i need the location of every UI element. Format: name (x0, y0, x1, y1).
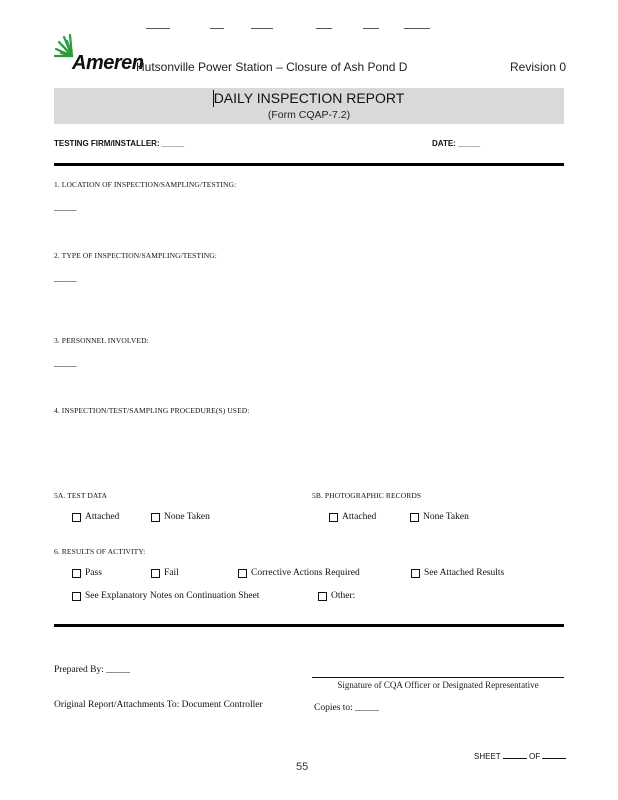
top-dash (404, 28, 430, 29)
checkbox-fail[interactable]: Fail (151, 568, 179, 578)
testing-firm-field (54, 139, 184, 148)
sheet-blank[interactable] (503, 758, 527, 759)
copies-to-field (314, 703, 379, 713)
checkbox-5a-none-taken[interactable]: None Taken (151, 512, 210, 522)
checkbox-5a-attached[interactable]: Attached (72, 512, 119, 522)
date-value[interactable]: _____ (458, 139, 481, 148)
prepared-by-field (54, 665, 130, 675)
divider-bottom (54, 624, 564, 627)
checkbox-icon[interactable] (72, 513, 81, 522)
checkbox-icon[interactable] (72, 569, 81, 578)
section-2-label: 2. TYPE OF INSPECTION/SAMPLING/TESTING: (54, 251, 217, 260)
header-subtitle: Hutsonville Power Station – Closure of Ash Pond D (136, 60, 408, 74)
checkbox-pass[interactable]: Pass (72, 568, 102, 578)
divider-top (54, 163, 564, 166)
section-5b-label: 5B. PHOTOGRAPHIC RECORDS (312, 491, 422, 500)
section-1-value[interactable]: _____ (54, 202, 77, 212)
prepared-by-value[interactable]: _____ (106, 665, 130, 675)
sheet-counter (474, 752, 566, 761)
checkbox-explanatory-notes[interactable]: See Explanatory Notes on Continuation Sheet (72, 591, 259, 601)
checkbox-corrective-actions[interactable]: Corrective Actions Required (238, 568, 360, 578)
checkbox-5b-none-taken[interactable]: None Taken (410, 512, 469, 522)
top-dash (251, 28, 273, 29)
signature-caption: Signature of CQA Officer or Designated Representative (337, 680, 539, 690)
prepared-by-label: Prepared By: (54, 665, 104, 675)
checkbox-icon[interactable] (72, 592, 81, 601)
top-dash (210, 28, 224, 29)
checkbox-icon[interactable] (151, 569, 160, 578)
section-1-label: 1. LOCATION OF INSPECTION/SAMPLING/TESTING: (54, 180, 237, 189)
revision-label: Revision 0 (510, 60, 567, 74)
section-3-label: 3. PERSONNEL INVOLVED: (54, 336, 149, 345)
checkbox-see-attached-results[interactable]: See Attached Results (411, 568, 504, 578)
section-2-value[interactable]: _____ (54, 273, 77, 283)
testing-firm-value[interactable]: _____ (161, 139, 185, 148)
checkbox-icon[interactable] (151, 513, 160, 522)
form-number: (Form CQAP-7.2) (267, 109, 351, 121)
copies-to-value[interactable]: _____ (355, 703, 379, 713)
signature-line[interactable] (312, 677, 564, 678)
checkbox-5b-attached[interactable]: Attached (329, 512, 376, 522)
of-blank[interactable] (542, 758, 566, 759)
date-field (432, 139, 480, 148)
testing-firm-label: TESTING FIRM/INSTALLER: (54, 139, 160, 148)
report-title: DAILY INSPECTION REPORT (213, 90, 405, 106)
checkbox-icon[interactable] (411, 569, 420, 578)
logo-text: Ameren (72, 52, 144, 74)
top-dash (316, 28, 332, 29)
top-dash (146, 28, 170, 29)
date-label: DATE: (432, 139, 456, 148)
copies-to-label: Copies to: (314, 703, 353, 713)
checkbox-other[interactable]: Other: (318, 591, 355, 601)
checkbox-icon[interactable] (318, 592, 327, 601)
checkbox-icon[interactable] (410, 513, 419, 522)
section-4-label: 4. INSPECTION/TEST/SAMPLING PROCEDURE(S) USED: (54, 406, 250, 415)
section-3-value[interactable]: _____ (54, 358, 77, 368)
sheet-label: SHEET (474, 752, 501, 761)
page-number: 55 (296, 761, 309, 773)
section-6-label: 6. RESULTS OF ACTIVITY: (54, 547, 146, 556)
original-report-label: Original Report/Attachments To: Document Controller (54, 700, 263, 710)
checkbox-icon[interactable] (238, 569, 247, 578)
section-5a-label: 5A. TEST DATA (54, 491, 108, 500)
of-label: OF (529, 752, 541, 761)
top-dash (363, 28, 379, 29)
checkbox-icon[interactable] (329, 513, 338, 522)
